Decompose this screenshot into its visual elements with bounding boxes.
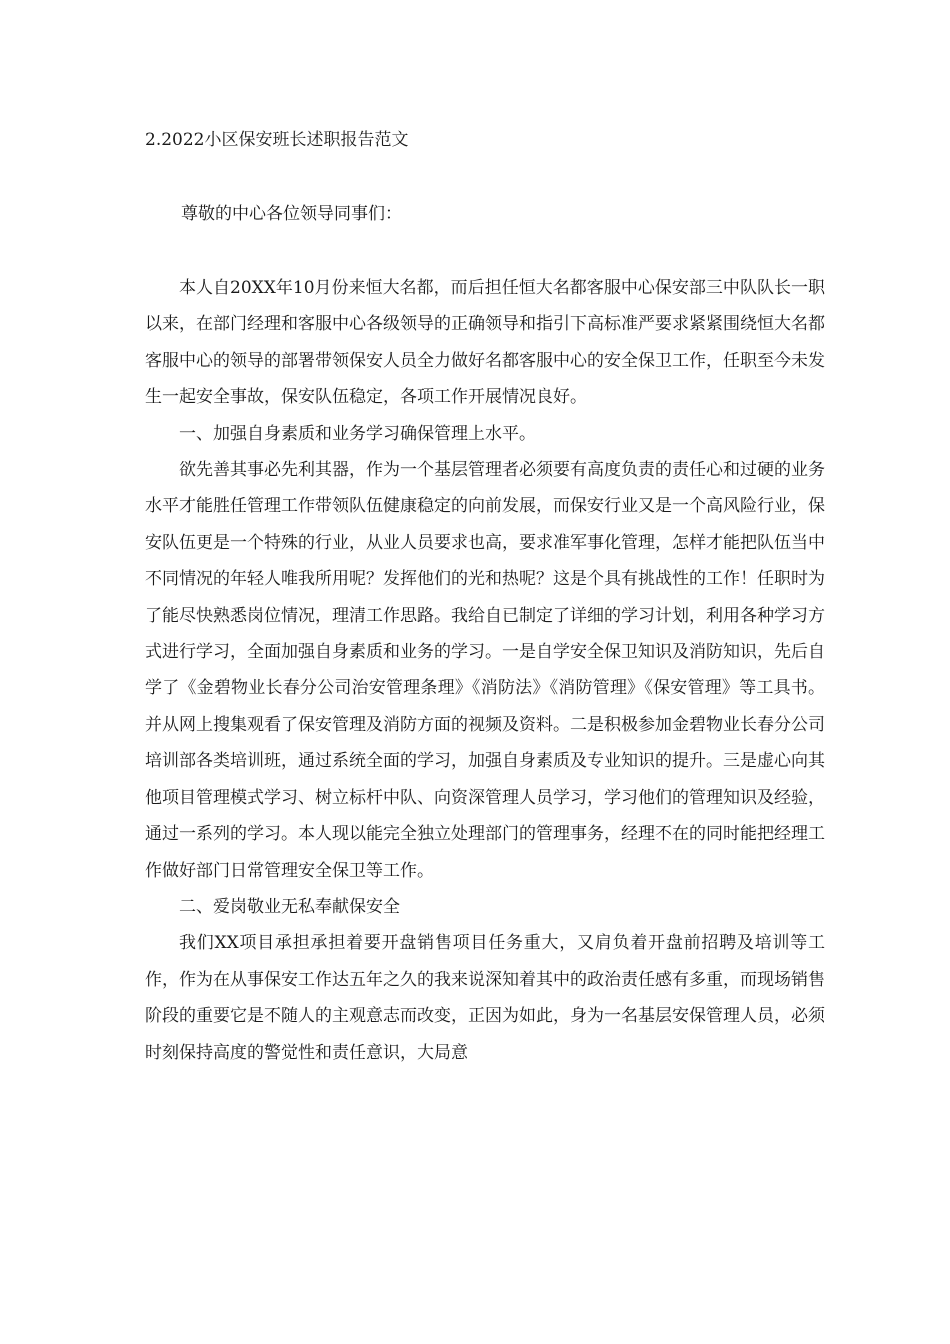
document-title: 2.2022小区保安班长述职报告范文 [145,130,409,150]
section-heading-1: 一、加强自身素质和业务学习确保管理上水平。 [179,423,536,444]
section-heading-2: 二、爱岗敬业无私奉献保安全 [179,896,400,917]
document-body [145,270,825,1071]
paragraph-study: 欲先善其事必先利其器，作为一个基层管理者必须要有高度负责的责任心和过硬的业务水平才能胜任管理工作带领队伍健康稳定的向前发展，而保安行业又是一个高风险行业，保安队伍更是一个特殊的行业，从业人员要求也高，要求准军事化管理，怎样才能把队伍当中不同情况的年轻人唯我所用呢？发挥他们的光和热呢？这是个具有挑战性的工作！任职时为了能尽快熟悉岗位情况，理清工作思路。我给自已制定了详细的学习计划，利用各种学习方式进行学习，全面加强自身素质和业务的学习。一是自学安全保卫知识及消防知识，先后自学了《金碧物业长春分公司治安管理条理》《消防法》《消防管理》《保安管理》等工具书。并从网上搜集观看了保安管理及消防方面的视频及资料。二是积极参加金碧物业长春分公司培训部各类培训班，通过系统全面的学习，加强自身素质及专业知识的提升。三是虚心向其他项目管理模式学习、树立标杆中队、向资深管理人员学习，学习他们的管理知识及经验，通过一系列的学习。本人现以能完全独立处理部门的管理事务，经理不在的同时能把经理工作做好部门日常管理安全保卫等工作。 [145,460,825,881]
paragraph-dedication: 我们XX项目承担承担着要开盘销售项目任务重大，又肩负着开盘前招聘及培训等工作，作为在从事保安工作达五年之久的我来说深知着其中的政治责任感有多重，而现场销售阶段的重要它是不随人的主观意志而改变，正因为如此，身为一名基层安保管理人员，必须时刻保持高度的警觉性和责任意识，大局意 [145,933,825,1063]
greeting-line: 尊敬的中心各位领导同事们： [181,204,402,224]
paragraph-intro: 本人自20XX年10月份来恒大名都，而后担任恒大名都客服中心保安部三中队队长一职以来，在部门经理和客服中心各级领导的正确领导和指引下高标准严要求紧紧围绕恒大名都客服中心的领导的部署带领保安人员全力做好名都客服中心的安全保卫工作，任职至今未发生一起安全事故，保安队伍稳定，各项工作开展情况良好。 [145,278,825,408]
